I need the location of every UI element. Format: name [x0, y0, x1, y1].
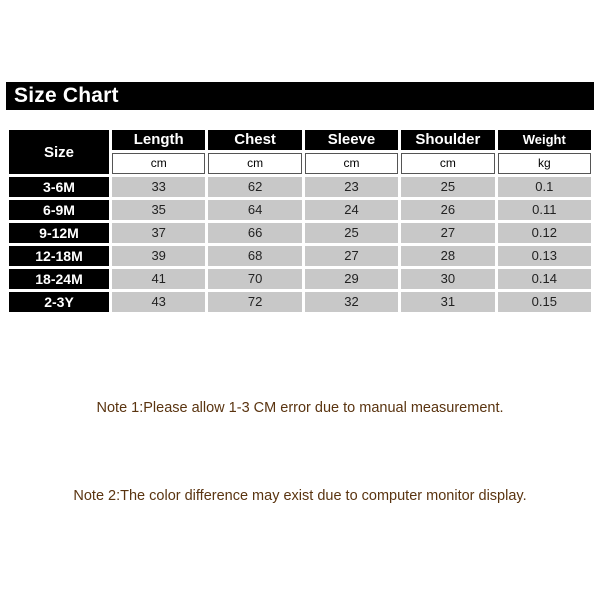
unit-sleeve: cm — [305, 153, 398, 174]
row-size-label: 18-24M — [9, 269, 109, 289]
cell-shoulder: 30 — [401, 269, 494, 289]
cell-shoulder: 26 — [401, 200, 494, 220]
row-size-label: 6-9M — [9, 200, 109, 220]
row-size-label: 3-6M — [9, 177, 109, 197]
cell-shoulder: 28 — [401, 246, 494, 266]
row-size-label: 2-3Y — [9, 292, 109, 312]
cell-length: 37 — [112, 223, 205, 243]
cell-weight: 0.15 — [498, 292, 591, 312]
cell-shoulder: 25 — [401, 177, 494, 197]
row-size-label: 9-12M — [9, 223, 109, 243]
cell-chest: 64 — [208, 200, 301, 220]
column-header-chest: Chest — [208, 130, 301, 150]
table-header-row — [9, 130, 591, 150]
note-color-difference: Note 2:The color difference may exist due to computer monitor display. — [73, 488, 527, 504]
table-row — [9, 177, 591, 197]
cell-sleeve: 27 — [305, 246, 398, 266]
cell-sleeve: 24 — [305, 200, 398, 220]
column-header-sleeve: Sleeve — [305, 130, 398, 150]
cell-length: 33 — [112, 177, 205, 197]
table-row — [9, 200, 591, 220]
row-size-label: 12-18M — [9, 246, 109, 266]
cell-length: 41 — [112, 269, 205, 289]
cell-weight: 0.13 — [498, 246, 591, 266]
cell-sleeve: 23 — [305, 177, 398, 197]
size-chart-title: Size Chart — [6, 82, 594, 110]
cell-sleeve: 32 — [305, 292, 398, 312]
cell-weight: 0.1 — [498, 177, 591, 197]
unit-weight: kg — [498, 153, 591, 174]
cell-chest: 72 — [208, 292, 301, 312]
cell-weight: 0.12 — [498, 223, 591, 243]
cell-sleeve: 29 — [305, 269, 398, 289]
cell-chest: 66 — [208, 223, 301, 243]
column-header-length: Length — [112, 130, 205, 150]
table-row — [9, 223, 591, 243]
unit-length: cm — [112, 153, 205, 174]
cell-length: 43 — [112, 292, 205, 312]
cell-weight: 0.14 — [498, 269, 591, 289]
cell-shoulder: 31 — [401, 292, 494, 312]
cell-shoulder: 27 — [401, 223, 494, 243]
cell-length: 35 — [112, 200, 205, 220]
cell-sleeve: 25 — [305, 223, 398, 243]
size-column-header: Size — [9, 130, 109, 174]
table-row — [9, 292, 591, 312]
note-measurement-error: Note 1:Please allow 1-3 CM error due to manual measurement. — [96, 400, 504, 416]
unit-chest: cm — [208, 153, 301, 174]
column-header-shoulder: Shoulder — [401, 130, 494, 150]
unit-shoulder: cm — [401, 153, 494, 174]
cell-length: 39 — [112, 246, 205, 266]
cell-chest: 68 — [208, 246, 301, 266]
table-row — [9, 246, 591, 266]
cell-weight: 0.11 — [498, 200, 591, 220]
cell-chest: 70 — [208, 269, 301, 289]
table-row — [9, 269, 591, 289]
column-header-weight: Weight — [498, 130, 591, 150]
cell-chest: 62 — [208, 177, 301, 197]
size-chart-table — [6, 127, 594, 315]
